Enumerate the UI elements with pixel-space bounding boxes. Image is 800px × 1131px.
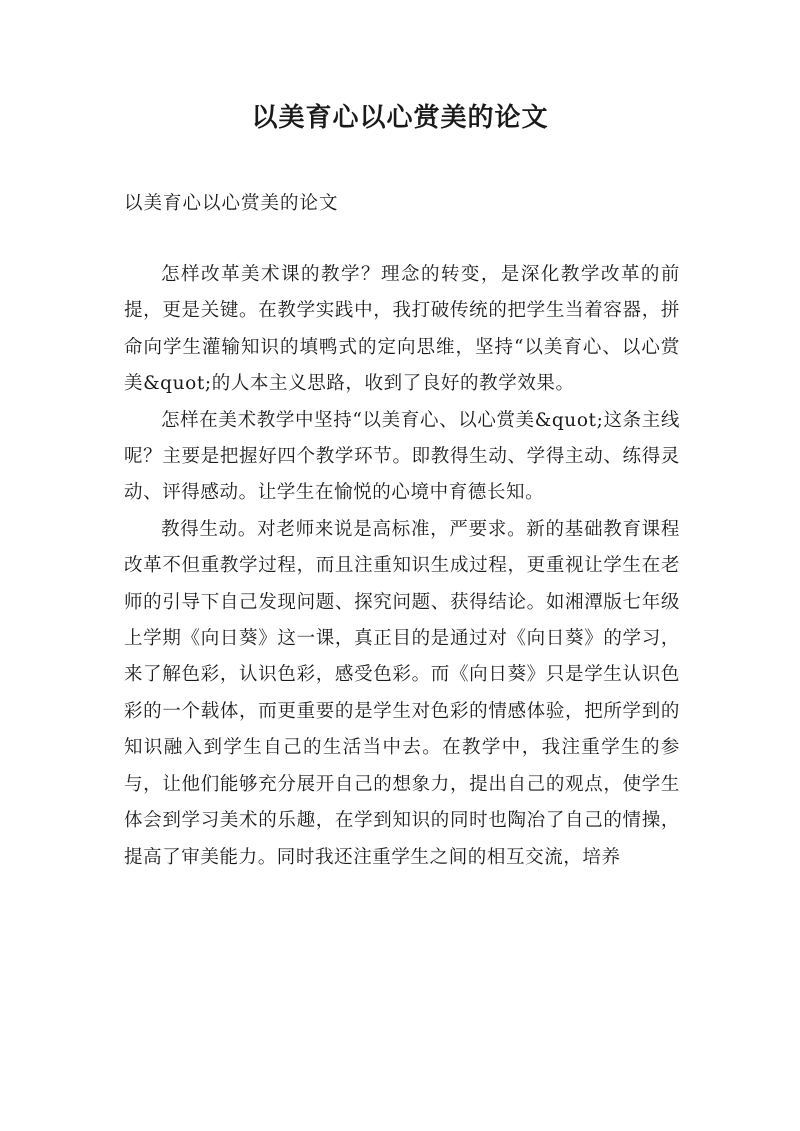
paragraph: 教得生动。对老师来说是高标准，严要求。新的基础教育课程改革不但重教学过程，而且注重知识生成过程，更重视让学生在老师的引导下自己发现问题、探究问题、获得结论。如湘潭版七年级上学期《向日葵》这一课，真正目的是通过对《向日葵》的学习，来了解色彩，认识色彩，感受色彩。而《向日葵》只是学生认识色彩的一个载体，而更重要的是学生对色彩的情感体验，把所学到的知识融入到学生自己的生活当中去。在教学中，我注重学生的参与，让他们能够充分展开自己的想象力，提出自己的观点，使学生体会到学习美术的乐趣，在学到知识的同时也陶冶了自己的情操，提高了审美能力。同时我还注重学生之间的相互交流，培养 [124,518,680,868]
document-subtitle: 以美育心以心赏美的论文 [124,193,339,214]
document-title: 以美育心以心赏美的论文 [251,103,549,133]
document-body [124,257,680,876]
paragraph: 怎样改革美术课的教学？理念的转变，是深化教学改革的前提，更是关键。在教学实践中，我打破传统的把学生当着容器，拼命向学生灌输知识的填鸭式的定向思维，坚持“以美育心、以心赏美&quot;的人本主义思路，收到了良好的教学效果。 [124,264,680,395]
paragraph: 怎样在美术教学中坚持“以美育心、以心赏美&quot;这条主线呢？主要是把握好四个教学环节。即教得生动、学得主动、练得灵动、评得感动。让学生在愉悦的心境中育德长知。 [124,409,680,504]
